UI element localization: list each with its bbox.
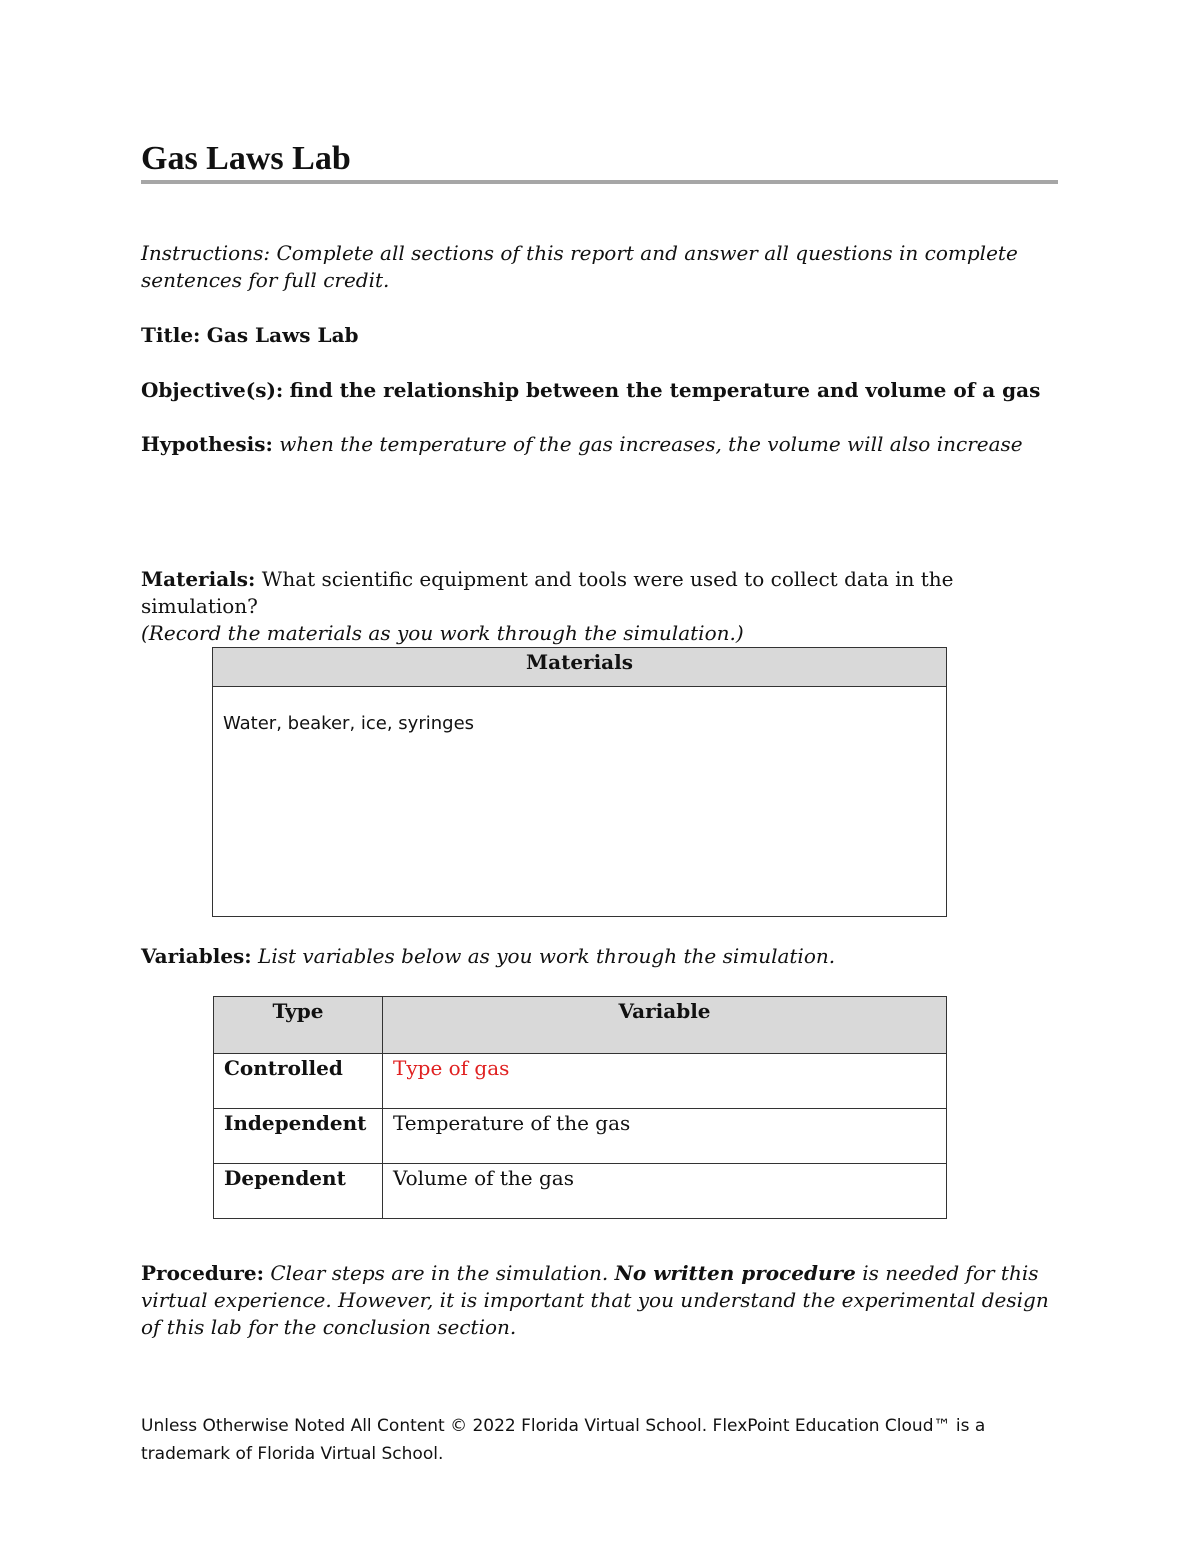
- table-row: [214, 1109, 947, 1164]
- table-row: [214, 1054, 947, 1109]
- variable-type-cell: Independent: [214, 1109, 383, 1164]
- objective-field: [141, 377, 1058, 404]
- variable-type-cell: Dependent: [214, 1164, 383, 1219]
- variables-field: [141, 943, 1058, 970]
- materials-table-header: Materials: [213, 648, 947, 687]
- procedure-text-after: is needed for this virtual experience. However, it is important that you understand the experimental design of this lab for the conclusion section.: [141, 1261, 1049, 1339]
- objective-value: find the relationship between the temperature and volume of a gas: [289, 378, 1041, 402]
- materials-field: [141, 566, 1058, 647]
- variable-value-cell: Temperature of the gas: [383, 1109, 947, 1164]
- variable-value-cell: Volume of the gas: [383, 1164, 947, 1219]
- materials-table-value: Water, beaker, ice, syringes: [213, 687, 947, 917]
- variables-prompt: List variables below as you work through the simulation.: [258, 944, 836, 968]
- copyright-footer: Unless Otherwise Noted All Content © 2022 Florida Virtual School. FlexPoint Education Cloud™ is a trademark of Florida Virtual School.: [141, 1416, 986, 1464]
- title-field: [141, 322, 1058, 349]
- page-title: Gas Laws Lab: [141, 140, 351, 177]
- procedure-text-before: Clear steps are in the simulation.: [270, 1261, 609, 1285]
- procedure-field: [141, 1260, 1058, 1341]
- materials-label: Materials:: [141, 567, 256, 591]
- variable-type-cell: Controlled: [214, 1054, 383, 1109]
- variables-header-variable: Variable: [383, 997, 947, 1054]
- hypothesis-value: when the temperature of the gas increases, the volume will also increase: [279, 432, 1023, 456]
- materials-prompt: What scientific equipment and tools were used to collect data in the simulation?: [141, 567, 954, 618]
- title-field-label: Title:: [141, 323, 201, 347]
- title-field-value: Gas Laws Lab: [206, 323, 359, 347]
- hypothesis-label: Hypothesis:: [141, 432, 273, 456]
- variables-table: [213, 996, 947, 1219]
- variables-header-type: Type: [214, 997, 383, 1054]
- instructions-text: Instructions: Complete all sections of this report and answer all questions in complete sentences for full credit.: [141, 241, 1018, 292]
- variables-label: Variables:: [141, 944, 252, 968]
- hypothesis-field: [141, 431, 1058, 458]
- variable-value-cell: Type of gas: [383, 1054, 947, 1109]
- objective-label: Objective(s):: [141, 378, 284, 402]
- materials-table: [212, 647, 947, 917]
- materials-note: (Record the materials as you work through the simulation.): [141, 621, 744, 645]
- procedure-label: Procedure:: [141, 1261, 264, 1285]
- procedure-emphasis: No written procedure: [614, 1261, 856, 1285]
- table-row: [214, 1164, 947, 1219]
- title-divider: [141, 180, 1058, 184]
